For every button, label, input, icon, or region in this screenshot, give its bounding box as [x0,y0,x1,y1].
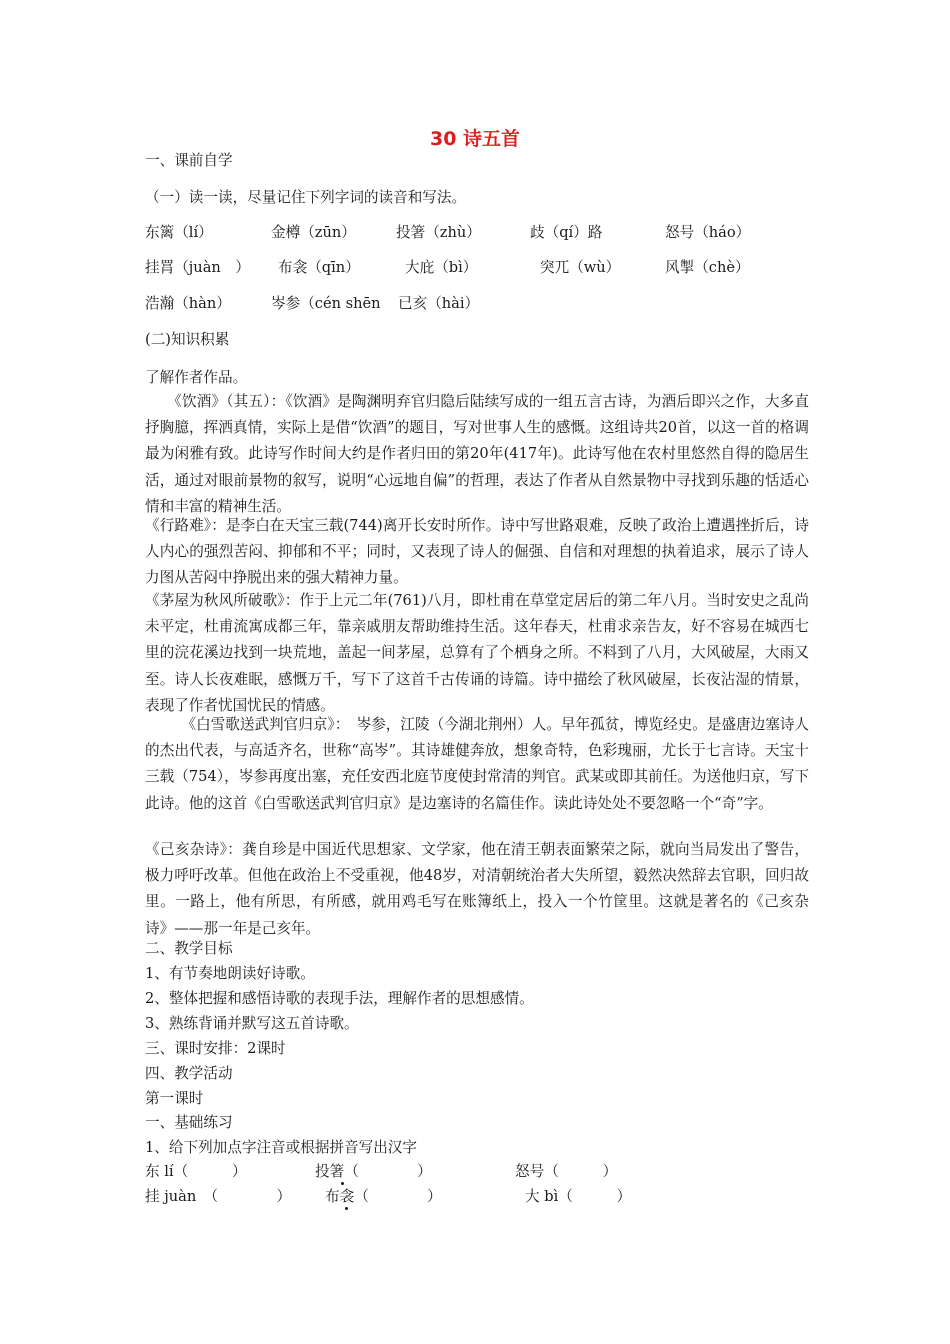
vocab-item: 怒号（háo） [665,224,751,241]
subsection-1: （一）读一读，尽量记住下列字词的读音和写法。 [145,189,467,206]
goal-item: 1、有节奏地朗读好诗歌。 [145,965,315,982]
paragraph-baixuege: 《白雪歌送武判官归京》： 岑参，江陵（今湖北荆州）人。早年孤贫，博览经史。是盛唐边塞诗人的杰出代表，与高适齐名，世称“高岑”。其诗雄健奔放，想象奇特，色彩瑰丽，尤长于七言诗。天宝十三载（754），岑参再度出塞，充任安西北庭节度使封常清的判官。武某或即其前任。为送他归京，写下此诗。他的这首《白雪歌送武判官归京》是边塞诗的名篇佳作。读此诗处处不要忽略一个“奇”字。 [145,716,810,812]
exercise-item: 投箸（ ） [315,1163,432,1180]
paragraph-xinglunan: 《行路难》：是李白在天宝三载(744)离开长安时所作。诗中写世路艰难，反映了政治上遭遇挫折后，诗人内心的强烈苦闷、抑郁和不平；同时，又表现了诗人的倔强、自信和对理想的执着追求，展示了诗人力图从苦闷中挣脱出来的强大精神力量。 [145,517,809,587]
intro-text: 了解作者作品。 [145,369,248,386]
subsection-2: (二)知识积累 [145,331,230,348]
exercise-item: 大 bì（ ） [525,1188,632,1205]
paragraph-maowu: 《茅屋为秋风所破歌》：作于上元二年(761)八月，即杜甫在草堂定居后的第二年八月。当时安史之乱尚未平定，杜甫流寓成都三年，靠亲戚朋友帮助维持生活。这年春天，杜甫求亲告友，好不容易在城西七里的浣花溪边找到一块荒地，盖起一间茅屋，总算有了个栖身之所。不料到了八月，大风破屋，大雨又至。诗人长夜难眠，感慨万千，写下了这首千古传诵的诗篇。诗中描绘了秋风破屋，长夜沾湿的情景，表现了作者忧国忧民的情感。 [145,592,809,714]
goal-item: 3、熟练背诵并默写这五首诗歌。 [145,1015,359,1032]
exercise-item: 布衾（ ） [325,1188,442,1205]
vocab-item: 歧（qí）路 [530,224,603,241]
vocab-item: 投箸（zhù） [396,224,481,241]
vocab-item: 布衾（qīn） [278,259,360,276]
exercise-heading: 一、基础练习 [145,1114,233,1131]
vocab-item: 金樽（zūn） [271,224,356,241]
exercise-instruction: 1、给下列加点字注音或根据拼音写出汉字 [145,1139,417,1156]
page-title: 30 诗五首 [429,128,521,150]
section-heading-1: 一、课前自学 [145,152,233,169]
lesson-label: 第一课时 [145,1090,204,1107]
vocab-item: 浩瀚（hàn） [145,295,231,312]
emphasis-dot [345,1207,348,1210]
goal-item: 2、整体把握和感悟诗歌的表现手法，理解作者的思想感情。 [145,990,534,1007]
vocab-item: 突兀（wù） [540,259,621,276]
exercise-item: 怒号（ ） [515,1163,618,1180]
paragraph-yinjiu: 《饮酒》（其五）：《饮酒》是陶渊明弃官归隐后陆续写成的一组五言古诗，为酒后即兴之作，大多直抒胸臆，挥洒真情，实际上是借“饮酒”的题目，写对世事人生的感慨。这组诗共20首，以这一首的格调最为闲雅有致。此诗写作时间大约是作者归田的第20年(417年)。此诗写他在农村里悠然自得的隐居生活，通过对眼前景物的叙写，说明“心远地自偏”的哲理，表达了作者从自然景物中寻找到乐趣的恬适心情和丰富的精神生活。 [145,393,809,515]
emphasis-dot [341,1182,344,1185]
vocab-item: 东篱（lí） [145,224,213,241]
section-heading-4: 四、教学活动 [145,1065,233,1082]
section-heading-2: 二、教学目标 [145,940,233,957]
vocab-item: 已亥（hài） [398,295,480,312]
paragraph-jihai: 《己亥杂诗》：龚自珍是中国近代思想家、文学家，他在清王朝表面繁荣之际，就向当局发出了警告，极力呼吁改革。但他在政治上不受重视，他48岁，对清朝统治者大失所望，毅然决然辞去官职，回归故里。一路上，他有所思，有所感，就用鸡毛写在账簿纸上，投入一个竹筐里。这就是著名的《己亥杂诗》——那一年是己亥年。 [145,841,809,937]
vocab-item: 大庇（bì） [405,259,478,276]
vocab-item: 挂罥（juàn ） [145,259,250,276]
vocab-item: 岑参（cén shēn [271,295,381,312]
exercise-item: 挂 juàn （ ） [145,1188,292,1205]
section-heading-3: 三、课时安排：2课时 [145,1040,286,1057]
vocab-item: 风掣（chè） [665,259,750,276]
exercise-item: 东 lí（ ） [145,1163,247,1180]
